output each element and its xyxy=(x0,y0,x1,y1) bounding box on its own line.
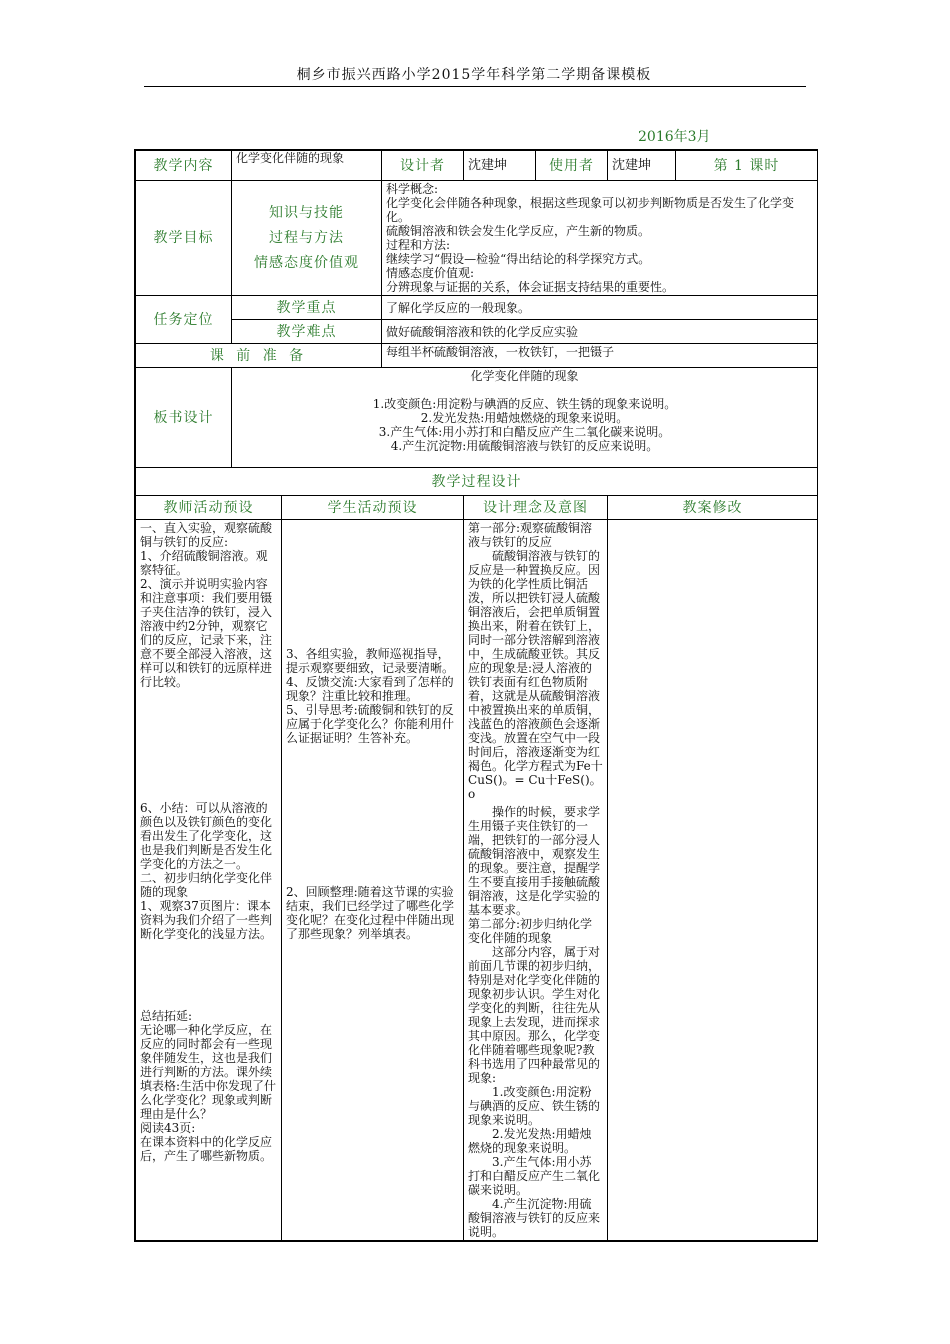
board-item: 3.产生气体:用小苏打和白醋反应产生二氧化碳来说明。 xyxy=(378,425,671,439)
design-paragraph: 操作的时候，要求学生用镊子夹住铁钉的一端，把铁钉的一部分浸人硫酸铜溶液中，观察发生的现象。要注意，提醒学生不要直接用手接触硫酸铜溶液，这是化学实验的基本要求。 xyxy=(468,805,601,917)
teacher-line: 1、观察37页图片：课本资料为我们介绍了一些判断化学变化的浅显方法。 xyxy=(140,899,273,941)
goal-type-process: 过程与方法 xyxy=(269,229,344,246)
difficulty-value: 做好硫酸铜溶液和铁的化学反应实验 xyxy=(382,320,818,344)
teacher-line: 阅读43页: xyxy=(140,1121,196,1135)
design-item: 1.改变颜色:用淀粉与碘酒的反应、铁生锈的现象来说明。 xyxy=(468,1085,601,1127)
design-section-title: 第二部分:初步归纳化学变化伴随的现象 xyxy=(468,917,593,945)
document-date: 2016年3月 xyxy=(638,129,711,145)
goals-label: 教学目标 xyxy=(136,181,232,296)
student-line: 4、反馈交流:大家看到了怎样的现象？注重比较和推理。 xyxy=(286,675,454,703)
goal-type-attitude: 情感态度价值观 xyxy=(254,254,359,271)
student-activities xyxy=(282,520,464,1241)
goal-type-knowledge: 知识与技能 xyxy=(269,204,344,221)
designer-value: 沈建坤 xyxy=(464,151,536,181)
teacher-line: 在课本资料中的化学反应后，产生了哪些新物质。 xyxy=(140,1135,273,1163)
design-item: 2.发光发热:用蜡烛燃烧的现象来说明。 xyxy=(468,1127,592,1155)
goals-line: 化学变化会伴随各种现象，根据这些现象可以初步判断物质是否发生了化学变化。 xyxy=(386,196,795,224)
key-point-value: 了解化学反应的一般现象。 xyxy=(382,296,818,320)
col-teacher-header: 教师活动预设 xyxy=(136,496,282,520)
col-student-header: 学生活动预设 xyxy=(282,496,464,520)
teacher-activities xyxy=(136,520,282,1241)
teacher-line: 总结拓延: xyxy=(140,1009,193,1023)
prep-value: 每组半杯硫酸铜溶液，一枚铁钉，一把镊子 xyxy=(382,344,818,368)
teacher-line: 一、直入实验，观察硫酸铜与铁钉的反应: xyxy=(140,521,273,549)
student-line: 2、回顾整理:随着这节课的实验结束，我们已经学过了哪些化学变化呢？在变化过程中伴随出现了那些现象？列举填表。 xyxy=(286,885,455,941)
board-design xyxy=(232,368,818,468)
student-line: 3、各组实验，教师巡视指导，提示观察要细致，记录要清晰。 xyxy=(286,647,455,675)
design-rationale xyxy=(464,520,608,1241)
teacher-line: 2、演示并说明实验内容和注意事项：我们要用镊子夹住洁净的铁钉，浸入溶液中约2分钟，观察它们的反应，记录下来，注意不要全部浸入溶液，这样可以和铁钉的远原样进行比较。 xyxy=(140,577,273,689)
goals-line: 科学概念: xyxy=(386,182,439,196)
design-paragraph: 这部分内容，属于对前面几节课的初步归纳，特别是对化学变化伴随的现象初步认识。学生对化学变化的判断，往往先从现象上去发现，进而探求其中原因。那么，化学变化伴随着哪些现象呢?教科书选用了四种最常见的现象: xyxy=(468,945,601,1085)
board-item: 4.产生沉淀物:用硫酸铜溶液与铁钉的反应来说明。 xyxy=(390,439,659,453)
content-value: 化学变化伴随的现象 xyxy=(232,151,382,181)
lesson-plan-table xyxy=(134,149,818,1242)
user-value: 沈建坤 xyxy=(608,151,676,181)
board-item: 2.发光发热:用蜡烛燃烧的现象来说明。 xyxy=(420,411,629,425)
process-title: 教学过程设计 xyxy=(136,468,818,496)
document-header: 桐乡市振兴西路小学2015学年科学第二学期备课模板 xyxy=(296,67,652,83)
goals-line: 分辨现象与证据的关系，体会证据支持结果的重要性。 xyxy=(386,280,675,294)
header-divider xyxy=(144,86,806,87)
goals-types xyxy=(232,181,382,296)
design-section-title: 第一部分:观察硫酸铜溶液与铁钉的反应 xyxy=(468,521,593,549)
user-label: 使用者 xyxy=(536,151,608,181)
student-line: 5、引导思考:硫酸铜和铁钉的反应属于化学变化么？你能利用什么证据证明？生答补充。 xyxy=(286,703,455,745)
board-title: 化学变化伴随的现象 xyxy=(470,369,579,383)
content-label: 教学内容 xyxy=(136,151,232,181)
col-revision-header: 教案修改 xyxy=(608,496,818,520)
goals-line: 硫酸铜溶液和铁会发生化学反应，产生新的物质。 xyxy=(386,224,651,238)
lesson-number: 第 1 课时 xyxy=(676,151,818,181)
design-item: 4.产生沉淀物:用硫酸铜溶液与铁钉的反应来说明。 xyxy=(468,1197,601,1239)
revision-notes[interactable] xyxy=(608,520,818,1241)
teacher-line: 1、介绍硫酸铜溶液。观察特征。 xyxy=(140,549,268,577)
prep-label: 课 前 准 备 xyxy=(136,344,382,368)
teacher-line: 二、初步归纳化学变化伴随的现象 xyxy=(140,871,273,899)
design-paragraph: 硫酸铜溶液与铁钉的反应是一种置换反应。因为铁的化学性质比铜活泼，所以把铁钉浸人硫酸铜溶液后，会把单质铜置换出来，附着在铁钉上，同时一部分铁溶解到溶液中，生成硫酸亚铁。其反应的现象是:浸人溶液的铁钉表面有红色物质附着，这就是从硫酸铜溶液中被置换出来的单质铜，浅蓝色的溶液颜色会逐渐变浅。放置在空气中一段时间后，溶液逐渐变为红褐色。化学方程式为Fe十CuS()。= Cu十FeS()。o xyxy=(468,549,603,801)
board-item: 1.改变颜色:用淀粉与碘酒的反应、铁生锈的现象来说明。 xyxy=(372,397,677,411)
task-label: 任务定位 xyxy=(136,296,232,344)
difficulty-label: 教学难点 xyxy=(232,320,382,344)
goals-text xyxy=(382,181,818,296)
col-design-header: 设计理念及意图 xyxy=(464,496,608,520)
designer-label: 设计者 xyxy=(382,151,464,181)
teacher-line: 6、小结：可以从溶液的颜色以及铁钉颜色的变化看出发生了化学变化，这也是我们判断是否发生化学变化的方法之一。 xyxy=(140,801,273,871)
goals-line: 情感态度价值观: xyxy=(386,266,475,280)
key-point-label: 教学重点 xyxy=(232,296,382,320)
board-label: 板书设计 xyxy=(136,368,232,468)
goals-line: 过程和方法: xyxy=(386,238,451,252)
teacher-line: 无论哪一种化学反应，在反应的同时都会有一些现象伴随发生，这也是我们进行判断的方法。课外续填表格:生活中你发现了什么化学变化？现象或判断理由是什么？ xyxy=(140,1023,277,1121)
design-item: 3.产生气体:用小苏打和白醋反应产生二氧化碳来说明。 xyxy=(468,1155,601,1197)
goals-line: 继续学习“假设—检验“得出结论的科学探究方式。 xyxy=(386,252,651,266)
